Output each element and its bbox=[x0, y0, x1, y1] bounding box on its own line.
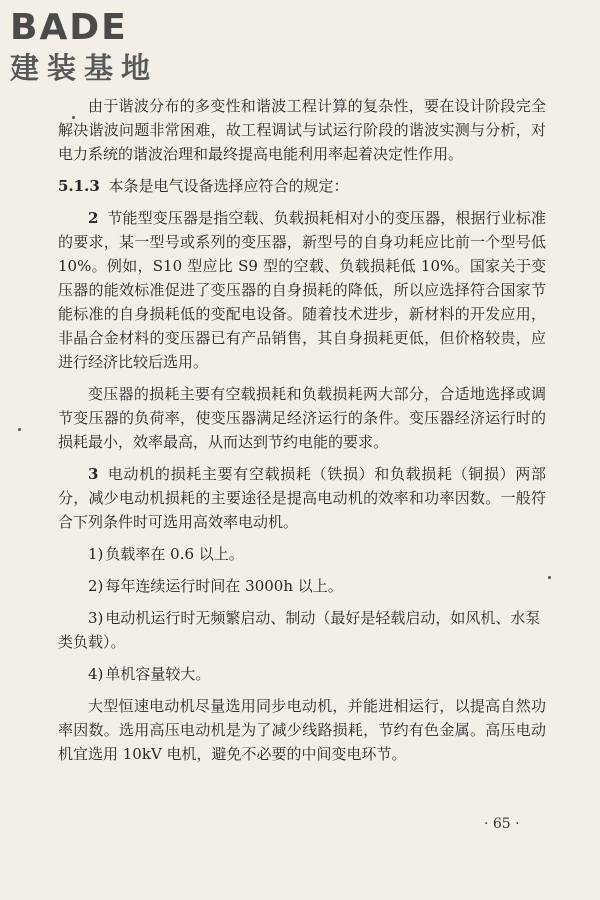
list-item bbox=[58, 574, 546, 598]
scan-speck bbox=[72, 116, 75, 119]
item-2-number: 2 bbox=[88, 209, 99, 227]
list-item-text: 负载率在 0.6 以上。 bbox=[105, 545, 244, 563]
list-item-text: 电动机运行时无频繁启动、制动（最好是轻载启动，如风机、水泵类负载）。 bbox=[58, 609, 541, 651]
item-3-text: 电动机的损耗主要有空载损耗（铁损）和负载损耗（铜损）两部分，减少电动机损耗的主要途径是提高电动机的效率和功率因数。一般符合下列条件时可选用高效率电动机。 bbox=[58, 465, 546, 531]
transformer-loss-paragraph: 变压器的损耗主要有空载损耗和负载损耗两大部分，合适地选择或调节变压器的负荷率，使变压器满足经济运行的条件。变压器经济运行时的损耗最小，效率最高，从而达到节约电能的要求。 bbox=[58, 385, 546, 451]
list-item-number: 4) bbox=[88, 665, 104, 683]
scan-speck bbox=[548, 576, 551, 579]
item-2-text: 节能型变压器是指空载、负载损耗相对小的变压器，根据行业标准的要求，某一型号或系列的变压器，新型号的自身功耗应比前一个型号低 10%。例如，S10 型应比 S9 型的空载、负载损耗低 10%。国家关于变压器的能效标准促进了变压器的自身损耗的降低，所以应选择符合国家节能标准的自身损耗低的变配电设备。随着技术进步，新材料的开发应用，非晶合金材料的变压器已有产品销售，其自身损耗更低，但价格较贵，应进行经济比较后选用。 bbox=[58, 209, 546, 371]
document-body bbox=[58, 94, 546, 766]
list-item-text: 每年连续运行时间在 3000h 以上。 bbox=[105, 577, 343, 595]
list-item-number: 2) bbox=[88, 577, 104, 595]
item-3-paragraph bbox=[58, 462, 546, 534]
bade-logo bbox=[10, 8, 180, 88]
motor-selection-paragraph: 大型恒速电动机尽量选用同步电动机，并能进相运行，以提高自然功率因数。选用高压电动机是为了减少线路损耗，节约有色金属。高压电动机宜选用 10kV 电机，避免不必要的中间变电环节。 bbox=[58, 697, 546, 763]
intro-paragraph: 由于谐波分布的多变性和谐波工程计算的复杂性，要在设计阶段完全解决谐波问题非常困难，故工程调试与试运行阶段的谐波实测与分析，对电力系统的谐波治理和最终提高电能利用率起着决定性作用。 bbox=[58, 97, 546, 163]
clause-number: 5.1.3 bbox=[58, 177, 100, 195]
page-number: · 65 · bbox=[484, 816, 520, 832]
list-item bbox=[58, 542, 546, 566]
list-item bbox=[58, 662, 546, 686]
list-item-number: 1) bbox=[88, 545, 104, 563]
list-item-text: 单机容量较大。 bbox=[105, 665, 211, 683]
list-item-number: 3) bbox=[88, 609, 104, 627]
item-3-number: 3 bbox=[88, 465, 99, 483]
logo-wordmark: BADE bbox=[10, 7, 128, 48]
clause-text: 本条是电气设备选择应符合的规定： bbox=[108, 177, 349, 195]
scan-speck bbox=[18, 428, 21, 431]
item-2-paragraph bbox=[58, 206, 546, 374]
logo-subtitle: 建装基地 bbox=[10, 51, 159, 85]
list-item bbox=[58, 606, 546, 654]
clause-heading bbox=[58, 174, 546, 198]
